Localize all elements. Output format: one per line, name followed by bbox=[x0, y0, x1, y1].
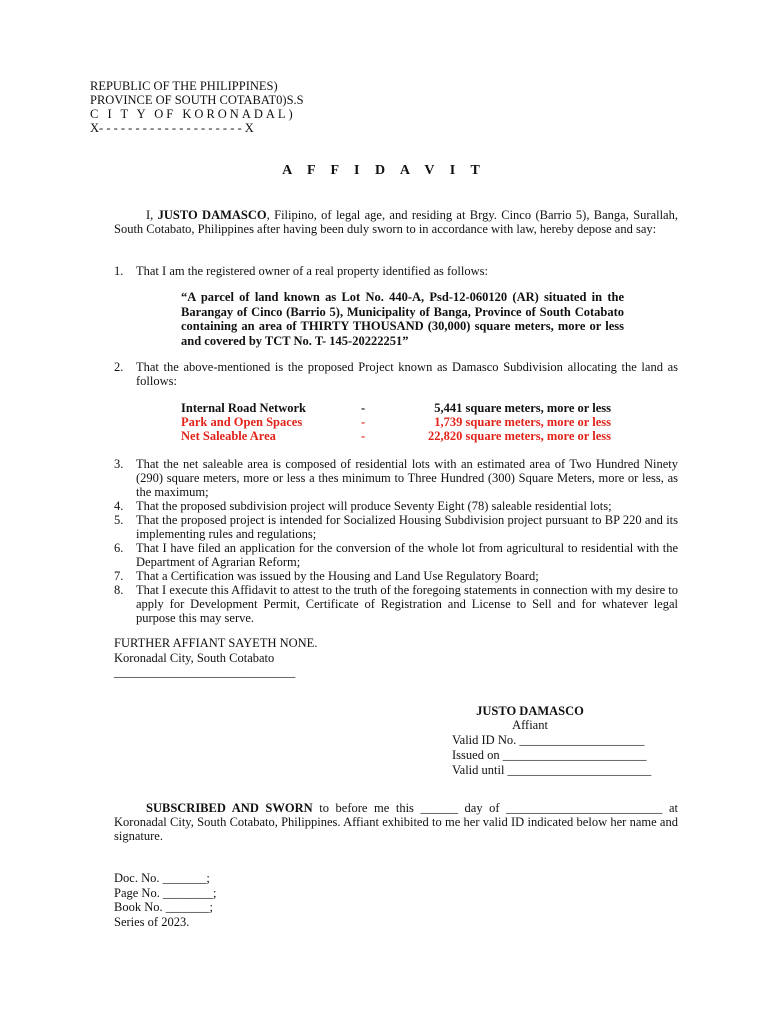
table-row: Park and Open Spaces - 1,739 square meters, more or less bbox=[181, 415, 611, 429]
list-item: 3. That the net saleable area is composed of residential lots with an estimated area of Two Hundred Ninety (290) square meters, more or less a thes minimum to Three Hundred (300) Square Meters, more or less, as the maximum; bbox=[114, 457, 678, 499]
document-title: A F F I D A V I T bbox=[282, 163, 486, 178]
intro-text: , Filipino, of legal age, and residing at Brgy. Cinco (Barrio 5), Banga, Surallah, South Cotabato, Philippines after having been duly sworn to in accordance with law, hereby depose and say: bbox=[114, 208, 678, 236]
table-row: Net Saleable Area - 22,820 square meters, more or less bbox=[181, 429, 611, 443]
property-description: “A parcel of land known as Lot No. 440-A, Psd-12-060120 (AR) situated in the Barangay of Cinco (Barrio 5), Municipality of Banga, Province of South Cotabato containing an area of THIRTY THOUSAND (30,000) square meters, more or less and covered by TCT No. T- 145-20222251” bbox=[181, 290, 624, 348]
doc-no: Doc. No. _______; bbox=[114, 871, 210, 885]
intro-pre: I, bbox=[146, 208, 158, 222]
list-item: 5. That the proposed project is intended for Socialized Housing Subdivision project pursuant to BP 220 and its implementing rules and regulations; bbox=[114, 513, 678, 541]
valid-until-line: Valid until _______________________ bbox=[452, 763, 652, 777]
book-no: Book No. _______; bbox=[114, 900, 213, 914]
list-item: 7. That a Certification was issued by the Housing and Land Use Regulatory Board; bbox=[114, 569, 539, 583]
table-row: Internal Road Network - 5,441 square meters, more or less bbox=[181, 401, 611, 415]
list-item: 2. That the above-mentioned is the proposed Project known as Damasco Subdivision allocating the land as follows: bbox=[114, 360, 678, 388]
jurat-text: to before me this ______ day of _________________________ at Koronadal City, South Cotabato, Philippines. Affiant exhibited to me her valid ID indicated below her name and signature. bbox=[114, 801, 678, 843]
statement-list-2 bbox=[114, 360, 678, 388]
list-item: 6. That I have filed an application for the conversion of the whole lot from agricultural to residential with the Department of Agrarian Reform; bbox=[114, 541, 678, 569]
jurat-paragraph bbox=[114, 801, 678, 843]
affiant-name-inline: JUSTO DAMASCO bbox=[157, 208, 267, 222]
header-separator: X- - - - - - - - - - - - - - - - - - - - X bbox=[90, 121, 254, 135]
header-city: C I T Y OF KORONADAL) bbox=[90, 107, 296, 121]
signature-line: _____________________________ bbox=[114, 665, 296, 679]
page-no: Page No. ________; bbox=[114, 885, 217, 900]
header-province: PROVINCE OF SOUTH COTABAT0)S.S bbox=[90, 93, 304, 107]
signatory-role: Affiant bbox=[512, 718, 548, 732]
closing-block bbox=[114, 636, 317, 680]
signatory-name: JUSTO DAMASCO bbox=[476, 704, 584, 718]
series: Series of 2023. bbox=[114, 914, 190, 929]
intro-paragraph bbox=[114, 208, 678, 236]
valid-id-line: Valid ID No. ____________________ bbox=[452, 733, 645, 747]
list-item: 8. That I execute this Affidavit to attest to the truth of the foregoing statements in connection with my desire to apply for Development Permit, Certificate of Registration and License to Sell and for whatever legal purpose this may serve. bbox=[114, 583, 678, 625]
further-affiant: FURTHER AFFIANT SAYETH NONE. bbox=[114, 636, 318, 650]
place-of-signing: Koronadal City, South Cotabato bbox=[114, 650, 275, 665]
allocation-table bbox=[181, 401, 621, 443]
statement-list-3 bbox=[114, 457, 678, 625]
issued-on-line: Issued on _______________________ bbox=[452, 748, 647, 762]
list-item: 4. That the proposed subdivision project will produce Seventy Eight (78) saleable residential lots; bbox=[114, 499, 612, 513]
header-republic: REPUBLIC OF THE PHILIPPINES) bbox=[90, 79, 278, 93]
jurat-lead: SUBSCRIBED AND SWORN bbox=[146, 801, 313, 815]
list-item: 1. That I am the registered owner of a real property identified as follows: bbox=[114, 264, 488, 278]
statement-list-1 bbox=[114, 264, 678, 278]
notarial-register bbox=[114, 871, 216, 929]
